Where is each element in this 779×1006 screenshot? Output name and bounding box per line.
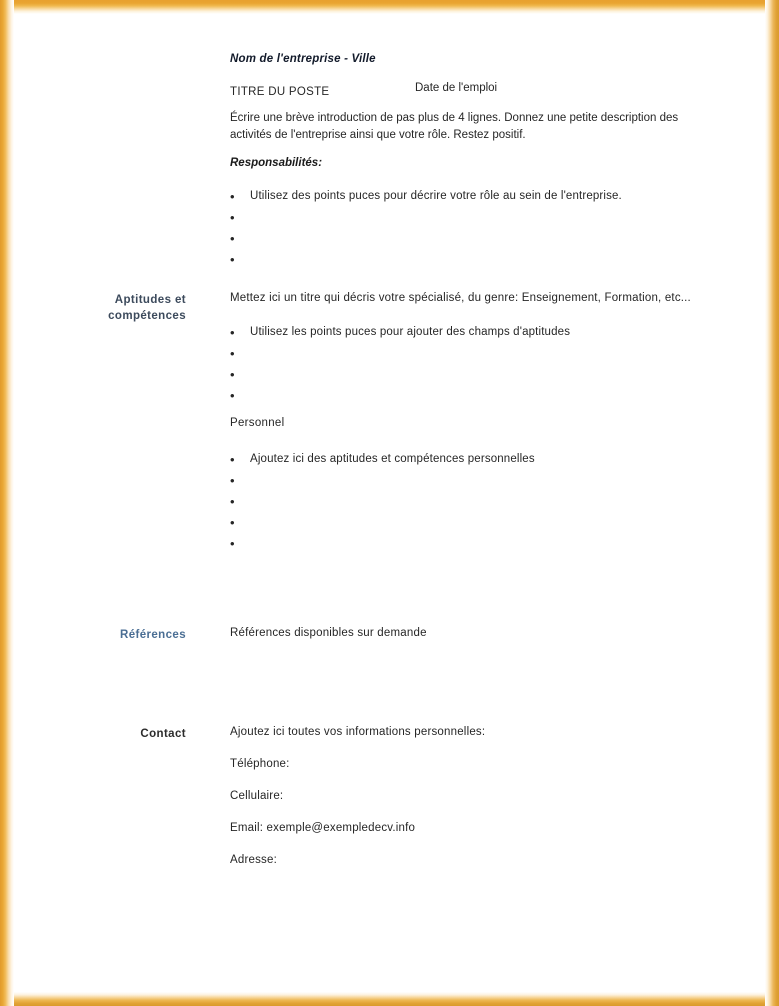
contact-intro: Ajoutez ici toutes vos informations personnelles:: [230, 726, 486, 738]
skills-intro: Mettez ici un titre qui décris votre spécialisé, du genre: Enseignement, Formation, etc...: [230, 292, 691, 304]
list-item: [230, 491, 730, 512]
contact-field-adresse: Adresse:: [230, 854, 277, 866]
list-item: • Utilisez les points puces pour ajouter des champs d'aptitudes: [230, 322, 730, 343]
company-name-line: Nom de l'entreprise - Ville: [230, 53, 376, 65]
list-item: • Ajoutez ici des aptitudes et compétences personnelles: [230, 449, 730, 470]
personal-skills-list: [230, 449, 730, 554]
responsibilities-heading: Responsabilités:: [230, 157, 323, 169]
sidebar-label-skills-line2: compétences: [108, 310, 186, 322]
contact-field-cellulaire: Cellulaire:: [230, 790, 284, 802]
job-date: Date de l'emploi: [415, 82, 498, 94]
intro-paragraph: Écrire une brève introduction de pas plus de 4 lignes. Donnez une petite description des activités de l'entreprise ainsi que votre rôle. Restez positif.: [230, 112, 679, 141]
list-item: [230, 228, 730, 249]
list-item: [230, 364, 730, 385]
list-item: [230, 385, 730, 406]
sidebar-label-skills: [46, 292, 186, 324]
sidebar-label-contact: Contact: [140, 728, 186, 740]
responsibilities-list: [230, 186, 730, 270]
list-item: [230, 470, 730, 491]
list-item: [230, 533, 730, 554]
personal-heading: Personnel: [230, 417, 285, 429]
contact-field-email: Email: exemple@exempledecv.info: [230, 822, 416, 834]
sidebar-label-skills-line1: Aptitudes et: [114, 294, 186, 306]
list-item: [230, 249, 730, 270]
sidebar-label-references: Références: [119, 629, 186, 641]
contact-field-telephone: Téléphone:: [230, 758, 290, 770]
skills-list: [230, 322, 730, 406]
list-item: • Utilisez des points puces pour décrire votre rôle au sein de l'entreprise.: [230, 186, 730, 207]
list-item: [230, 207, 730, 228]
references-text: Références disponibles sur demande: [230, 627, 427, 639]
job-title: TITRE DU POSTE: [230, 86, 330, 98]
list-item: [230, 343, 730, 364]
list-item: [230, 512, 730, 533]
